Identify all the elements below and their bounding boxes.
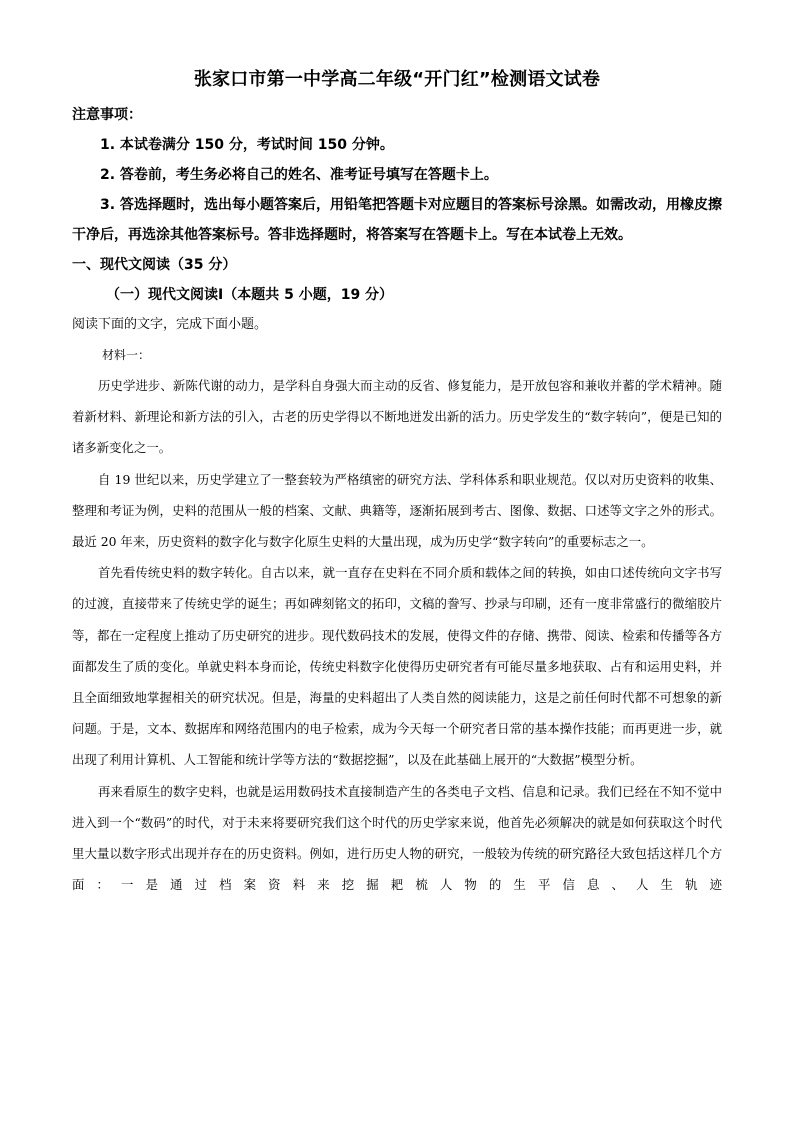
material-paragraph-3: 首先看传统史料的数字转化。自古以来，就一直存在史料在不同介质和载体之间的转换，如由口述传统向文字书写的过渡，直接带来了传统史学的诞生；再如碑刻铭文的拓印，文稿的誊写、抄录与印刷，还有一度非常盛行的微缩胶片等，都在一定程度上推动了历史研究的进步。现代数码技术的发展，使得文件的存储、携带、阅读、检索和传播等各方面都发生了质的变化。单就史料本身而论，传统史料数字化使得历史研究者有可能尽量多地获取、占有和运用史料，并且全面细致地掌握相关的研究状况。但是，海量的史料超出了人类自然的阅读能力，这是之前任何时代都不可想象的新问题。于是，文本、数据库和网络范围内的电子检索，成为今天每一个研究者日常的基本操作技能；而再更进一步，就出现了利用计算机、人工智能和统计学等方法的“数据挖掘”，以及在此基础上展开的“大数据”模型分析。	[72, 565, 722, 768]
section-title: 一、现代文阅读（35 分）	[72, 257, 237, 273]
material-paragraph-2: 自 19 世纪以来，历史学建立了一整套较为严格缜密的研究方法、学科体系和职业规范。仅以对历史资料的收集、整理和考证为例，史料的范围从一般的档案、文献、典籍等，逐渐拓展到考古、图像、数据、口述等文字之外的形式。最近 20 年来，历史资料的数字化与数字化原生史料的大量出现，成为历史学“数字转向”的重要标志之一。	[72, 471, 722, 550]
material-paragraph-1: 历史学进步、新陈代谢的动力，是学科自身强大而主动的反省、修复能力，是开放包容和兼收并蓄的学术精神。随着新材料、新理论和新方法的引入，古老的历史学得以不断地迸发出新的活力。历史学发生的“数字转向”，便是已知的诸多新变化之一。	[72, 378, 722, 456]
subsection-title: （一）现代文阅读Ⅰ（本题共 5 小题，19 分）	[106, 287, 394, 303]
exam-title: 张家口市第一中学高二年级“开门红”检测语文试卷	[193, 69, 601, 90]
notice-item-1: 1. 本试卷满分 150 分，考试时间 150 分钟。	[100, 137, 394, 153]
reading-instruction: 阅读下面的文字，完成下面小题。	[72, 317, 268, 332]
exam-page	[72, 66, 722, 900]
material-label: 材料一：	[102, 348, 151, 362]
notice-heading: 注意事项：	[72, 107, 142, 123]
notice-item-3: 3. 答选择题时，选出每小题答案后，用铅笔把答题卡对应题目的答案标号涂黑。如需改动，用橡皮擦干净后，再选涂其他答案标号。答非选择题时，将答案写在答题卡上。写在本试卷上无效。	[72, 197, 722, 243]
notice-item-2: 2. 答卷前，考生务必将自己的姓名、准考证号填写在答题卡上。	[100, 167, 498, 183]
material-paragraph-4: 再来看原生的数字史料，也就是运用数码技术直接制造产生的各类电子文档、信息和记录。我们已经在不知不觉中进入到一个“数码”的时代，对于未来将要研究我们这个时代的历史学家来说，他首先必须解决的就是如何获取这个时代里大量以数字形式出现并存在的历史资料。例如，进行历史人物的研究，一般较为传统的研究路径大致包括这样几个方面：一是通过档案资料来挖掘耙梳人物的生平信息、人生轨迹	[72, 783, 722, 893]
